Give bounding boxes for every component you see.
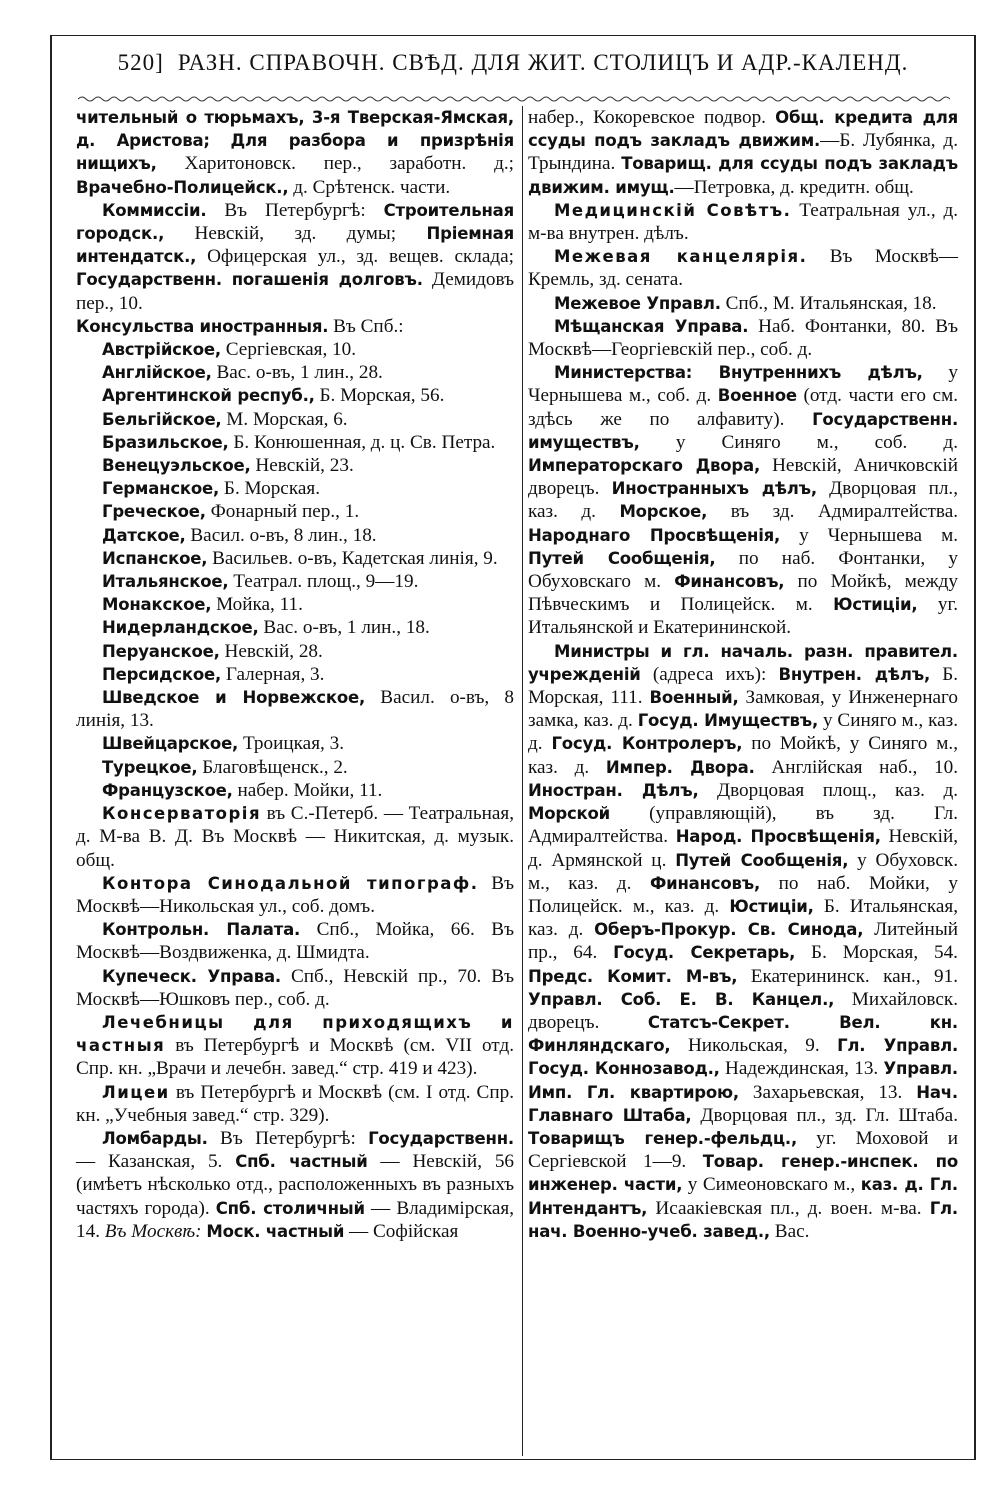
list-item: Нидерландское, Вас. о-въ, 1 лин., 18. (102, 617, 430, 639)
list-item: Греческое, Фонарный пер., 1. (102, 501, 360, 523)
page-frame (50, 35, 976, 1460)
list-item: Перуанское, Невскій, 28. (102, 640, 323, 662)
entry-kupech-uprava: Купеческ. Управа. Спб., Невскій пр., 70. Въ Москвѣ—Юшковъ пер., соб. д. (76, 965, 515, 1010)
entry-konservatoriya: Консерваторія въ С.-Петерб. — Театральная, д. М-ва В. Д. Въ Москвѣ — Никитская, д. музык. общ. (76, 803, 515, 871)
page-title: РАЗН. СПРАВОЧН. СВѢД. ДЛЯ ЖИТ. СТОЛИЦЪ И АДР.-КАЛЕНД. (177, 50, 909, 75)
entry-mezhevaya-kants: Межевая канцелярія. Въ Москвѣ—Кремль, зд. сената. (528, 246, 958, 291)
list-item: Бельгійское, М. Морская, 6. (102, 408, 348, 430)
running-header (52, 36, 974, 90)
entry-continuation-right: набер., Кокоревское подвор. Общ. кредита для ссуды подъ закладъ движим.—Б. Лубянка, д. Трындина. Товарищ. для ссуды подъ закладъ движим. имущ.—Петровка, д. кредитн. общ. (528, 107, 959, 198)
entry-meshch-uprava: Мѣщанская Управа. Наб. Фонтанки, 80. Въ Москвѣ—Георгіевскій пер., соб. д. (528, 315, 958, 361)
list-item: Итальянское, Театрал. площ., 9—19. (102, 571, 419, 593)
right-column (528, 106, 958, 1243)
entry-continuation: чительный о тюрьмахъ, 3-я Тверская-Ямская, д. Аристова; Для разбора и призрѣнія нищихъ, Харитоновск. пер., заработн. д.; Врачебно-Полицейск., д. Срѣтенск. части. (76, 108, 515, 198)
list-item: Англійское, Вас. о-въ, 1 лин., 28. (102, 362, 383, 384)
entry-kommissii: Коммиссіи. Въ Петербургѣ: Строительная городск., Невскій, зд. думы; Пріемная интендатск., Офицерская ул., зд. вещев. склада; Государственн. погашенія долговъ. Демидовъ пер., 10. (76, 199, 515, 314)
entry-litsei: Лицеи въ Петербургѣ и Москвѣ (см. I отд. Спр. кн. „Учебныя завед.“ стр. 329). (76, 1081, 515, 1126)
list-item: Швейцарское, Троицкая, 3. (102, 733, 345, 755)
entry-mezhevoe-upravl: Межевое Управл. Спб., М. Итальянская, 18. (554, 292, 937, 314)
list-item: Турецкое, Благовѣщенск., 2. (102, 756, 348, 778)
entry-kontroln-palata: Контрольн. Палата. Спб., Мойка, 66. Въ Москвѣ—Воздвиженка, д. Шмидта. (76, 919, 514, 964)
entry-ministry: Министры и гл. началь. разн. правител. учрежденій (адреса ихъ): Внутрен. дѣлъ, Б. Морская, 111. Военный, Замковая, у Инженернаго замка, каз. д. Госуд. Имуществъ, у Синяго м., каз. д. Госуд. Контролеръ, по Мойкѣ, у Синяго м., каз. д. Импер. Двора. Англійская наб., 10. Иностран. Дѣлъ, Дворцовая площ., каз. д. Морской (управляющій), въ зд. Гл. Адмиралтейства. Народ. Просвѣщенія, Невскій, д. Армянской ц. Путей Сообщенія, у Обуховск. м., каз. д. Финансовъ, по наб. Мойки, у Полицейск. м., каз. д. Юстиціи, Б. Итальянская, каз. д. Оберъ-Прокур. Св. Синода, Литейный пр., 64. Госуд. Секретарь, Б. Морская, 54. Предс. Комит. М-въ, Екатерининск. кан., 91. Управл. Соб. Е. В. Канцел., Михайловск. дворецъ. Статсъ-Секрет. Вел. кн. Финляндскаго, Никольская, 9. Гл. Управл. Госуд. Коннозавод., Надеждинская, 13. Управл. Имп. Гл. квартирою, Захарьевская, 13. Нач. Главнаго Штаба, Дворцовая пл., зд. Гл. Штаба. Товарищъ генер.-фельдц., уг. Моховой и Сергіевской 1—9. Товар. генер.-инспек. по инженер. части, у Симеоновскаго м., каз. д. Гл. Интендантъ, Исаакіевская пл., д. воен. м-ва. Гл. нач. Военно-учеб. завед., Вас. (528, 641, 959, 1242)
entry-lechebnitsy: Лечебницы для приходящихъ и частныя въ Петербургѣ и Москвѣ (см. VII отд. Спр. кн. „Врачи и лечебн. завед.“ стр. 419 и 423). (76, 1012, 515, 1080)
list-item: Персидское, Галерная, 3. (102, 663, 325, 685)
entry-med-sovet: Медицинскій Совѣтъ. Театральная ул., д. м-ва внутрен. дѣлъ. (528, 199, 959, 245)
list-item: Германское, Б. Морская. (102, 478, 320, 500)
list-item: Австрійское, Сергіевская, 10. (102, 339, 357, 361)
list-item: Испанское, Васильев. о-въ, Кадетская линія, 9. (102, 547, 498, 569)
wavy-rule (78, 94, 950, 104)
list-item: Венецуэльское, Невскій, 23. (102, 455, 354, 477)
list-item: Шведское и Норвежское, Васил. о-въ, 8 линія, 13. (76, 687, 515, 732)
list-item: Бразильское, Б. Конюшенная, д. ц. Св. Петра. (102, 431, 496, 453)
list-item: Французское, набер. Мойки, 11. (102, 779, 383, 801)
left-column (76, 106, 514, 1243)
list-item: Аргентинской респуб., Б. Морская, 56. (102, 385, 445, 407)
list-item: Монакское, Мойка, 11. (102, 594, 303, 616)
page-number: 520] (117, 50, 164, 75)
entry-konsulstva: Консульства иностранныя. Въ Спб.: (76, 315, 404, 337)
entry-kontora: Контора Синодальной типограф. Въ Москвѣ—Никольская ул., соб. домъ. (76, 872, 514, 917)
list-item: Датское, Васил. о-въ, 8 лин., 18. (102, 524, 377, 546)
entry-ministerstva: Министерства: Внутреннихъ дѣлъ, у Чернышева м., соб. д. Военное (отд. части его см. здѣсь же по алфавиту). Государственн. имуществъ, у Синяго м., соб. д. Императорскаго Двора, Невскій, Аничковскій дворецъ. Иностранныхъ дѣлъ, Дворцовая пл., каз. д. Морское, въ зд. Адмиралтейства. Народнаго Просвѣщенія, у Чернышева м. Путей Сообщенія, по наб. Фонтанки, у Обуховскаго м. Финансовъ, по Мойкѣ, между Пѣвческимъ и Полицейск. м. Юстиціи, уг. Итальянской и Екатерининской. (528, 362, 959, 639)
column-divider (522, 106, 523, 1456)
entry-lombardy: Ломбарды. Въ Петербургѣ: Государственн. — Казанская, 5. Спб. частный — Невскій, 56 (имѣетъ нѣсколько отд., расположенныхъ въ разныхъ частяхъ города). Спб. столичный — Владимірская, 14. Въ Москвѣ: Моск. частный — Софійская (76, 1127, 515, 1242)
